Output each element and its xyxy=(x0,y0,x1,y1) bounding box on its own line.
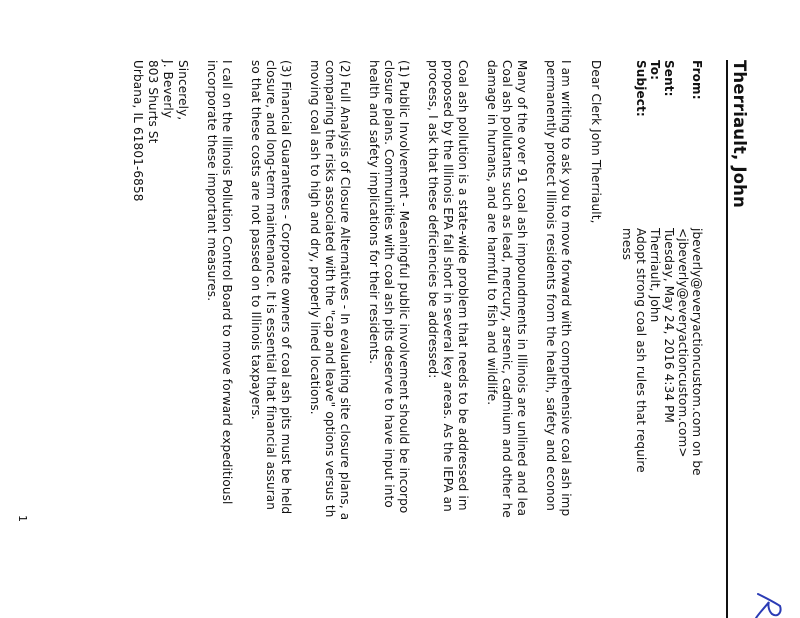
paragraph-6-line-2: closure, and long-term maintenance. It is essential that financial assuran xyxy=(264,60,278,511)
subject-value-line-2: mess xyxy=(620,228,634,261)
sent-value: Tuesday, May 24, 2016 4:34 PM xyxy=(662,228,676,424)
paragraph-2-line-3: damage in humans, and are harmful to fish and wildlife. xyxy=(485,60,499,406)
paragraph-7-line-2: incorporate these important measures. xyxy=(205,60,219,302)
paragraph-3-line-2: proposed by the Illinois EPA fall short in several key areas. As the IEPA an xyxy=(441,60,455,512)
to-value: Therriault, John xyxy=(648,228,662,323)
paragraph-4-line-2: closure plans. Communities with coal ash pits deserve to have input into xyxy=(382,60,396,508)
paragraph-6-line-3: so that these costs are not passed on to Illinois taxpayers. xyxy=(249,60,263,420)
subject-value-line-1: Adopt strong coal ash rules that require xyxy=(634,228,648,473)
address-city: Urbana, IL 61801-6858 xyxy=(131,60,145,202)
signature-name: J. Beverly xyxy=(161,60,175,119)
heading-rule xyxy=(726,60,728,618)
paragraph-7-line-1: I call on the Illinois Pollution Control Board to move forward expeditiousl xyxy=(220,60,234,505)
sent-label: Sent: xyxy=(662,60,676,97)
paragraph-6-line-1: (3) Financial Guarantees - Corporate owners of coal ash pits must be held xyxy=(279,60,293,515)
page-number: 1 xyxy=(16,515,29,523)
from-label: From: xyxy=(690,60,704,100)
from-value-line-2: <jbeverly@everyactioncustom.com> xyxy=(676,228,690,458)
paragraph-5-line-2: comparing the risks associated with the "cap and leave" options versus th xyxy=(323,60,337,518)
paragraph-4-line-1: (1) Public Involvement - Meaningful public involvement should be incorpo xyxy=(397,60,411,514)
paragraph-4-line-3: health and safety implications for their residents. xyxy=(367,60,381,365)
salutation: Dear Clerk John Therriault, xyxy=(589,60,603,224)
paragraph-5-line-3: moving coal ash to high and dry, properly lined locations. xyxy=(308,60,322,415)
address-street: 803 Shurts St xyxy=(146,60,160,144)
paragraph-3-line-3: process, I ask that these deficiencies be addressed: xyxy=(426,60,440,379)
subject-label: Subject: xyxy=(634,60,648,117)
paragraph-3-line-1: Coal ash pollution is a state-wide problem that needs to be addressed im xyxy=(456,60,470,511)
paragraph-1-line-2: permanently protect Illinois residents from the health, safety and econon xyxy=(544,60,558,511)
handwritten-initial-mark xyxy=(750,588,786,618)
closing: Sincerely, xyxy=(176,60,190,121)
recipient-name-heading: Therriault, John xyxy=(730,60,749,208)
paragraph-2-line-1: Many of the over 91 coal ash impoundments in Illinois are unlined and lea xyxy=(515,60,529,517)
from-value-line-1: jbeverly@everyactioncustom.com on be xyxy=(690,228,704,476)
paragraph-1-line-1: I am writing to ask you to move forward with comprehensive coal ash imp xyxy=(559,60,573,517)
to-label: To: xyxy=(648,60,662,81)
paragraph-2-line-2: Coal ash pollutants such as lead, mercury, arsenic, cadmium and other he xyxy=(500,60,514,518)
paragraph-5-line-1: (2) Full Analysis of Closure Alternatives - In evaluating site closure plans, a xyxy=(338,60,352,521)
